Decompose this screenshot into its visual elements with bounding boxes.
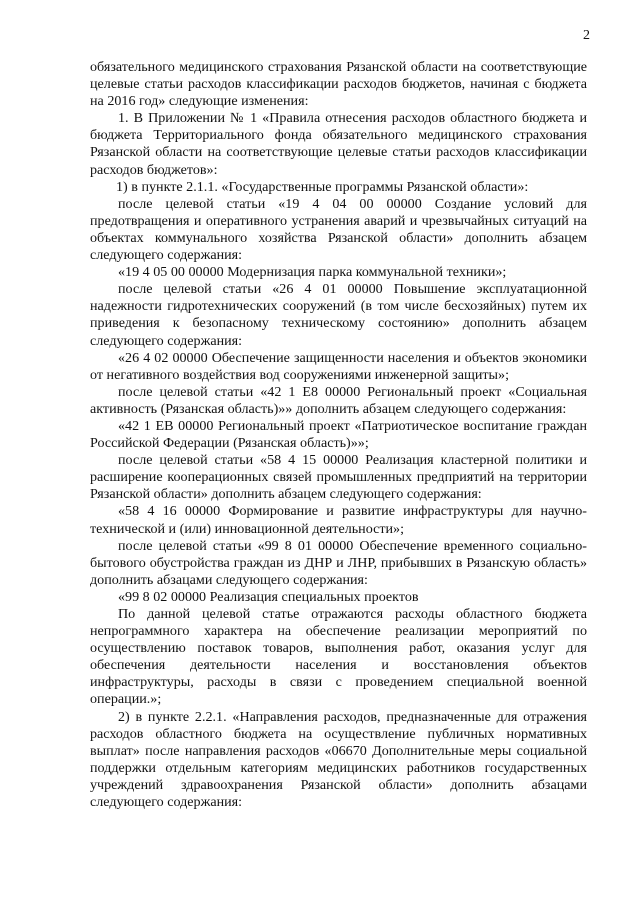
paragraph-42-1-ev: «42 1 ЕВ 00000 Региональный проект «Патриотическое воспитание граждан Российской Федерации (Рязанская область)»»; <box>90 417 587 452</box>
paragraph-after-26-4-01: после целевой статьи «26 4 01 00000 Повышение эксплуатационной надежности гидротехнических сооружений (в том числе бесхозяйных) путем их приведения к безопасному техническому состоянию» дополнить абзацем следующего содержания: <box>90 281 587 349</box>
paragraph-after-99-8-01: после целевой статьи «99 8 01 00000 Обеспечение временного социально-бытового обустройства граждан из ДНР и ЛНР, прибывших в Рязанскую область» дополнить абзацами следующего содержания: <box>90 537 587 588</box>
paragraph-99-8-02-description: По данной целевой статье отражаются расходы областного бюджета непрограммного характера на обеспечение реализации мероприятий по осуществлению поставок товаров, выполнения работ, оказания услуг для обеспечения деятельности населения и восстановления объектов инфраструктуры, расходы в связи с проведением специальной военной операции.»; <box>90 606 587 708</box>
paragraph-after-19-4-04: после целевой статьи «19 4 04 00 00000 Создание условий для предотвращения и оперативного устранения аварий и чрезвычайных ситуаций на объектах коммунального хозяйства Рязанской области» дополнить абзацем следующего содержания: <box>90 195 587 264</box>
paragraph-58-4-16: «58 4 16 00000 Формирование и развитие инфраструктуры для научно-технической и (или) инновационной деятельности»; <box>90 503 587 537</box>
paragraph-intro-continuation: обязательного медицинского страхования Рязанской области на соответствующие целевые статьи расходов классификации расходов бюджетов, начиная с бюджета на 2016 год» следующие изменения: <box>90 59 587 110</box>
document-body <box>90 59 587 811</box>
paragraph-item-2: 2) в пункте 2.2.1. «Направления расходов, предназначенные для отражения расходов областного бюджета на осуществление публичных нормативных выплат» после направления расходов «06670 Дополнительные меры социальной поддержки отдельным категориям медицинских работников государственных учреждений здравоохранения Рязанской области» дополнить абзацами следующего содержания: <box>90 708 587 811</box>
paragraph-appendix-1: 1. В Приложении № 1 «Правила отнесения расходов областного бюджета и бюджета Территориального фонда обязательного медицинского страхования Рязанской области на соответствующие целевые статьи расходов классификации расходов бюджетов»: <box>90 110 587 178</box>
paragraph-99-8-02: «99 8 02 00000 Реализация специальных проектов <box>118 588 419 605</box>
page-number: 2 <box>583 28 590 43</box>
paragraph-26-4-02: «26 4 02 00000 Обеспечение защищенности населения и объектов экономики от негативного воздействия вод сооружениями инженерной защиты»; <box>90 349 587 383</box>
paragraph-after-58-4-15: после целевой статьи «58 4 15 00000 Реализация кластерной политики и расширение кооперационных связей промышленных предприятий на территории Рязанской области» дополнить абзацем следующего содержания: <box>90 452 587 503</box>
paragraph-item-1: 1) в пункте 2.1.1. «Государственные программы Рязанской области»: <box>116 178 529 195</box>
paragraph-19-4-05: «19 4 05 00 00000 Модернизация парка коммунальной техники»; <box>118 264 507 281</box>
paragraph-after-42-1-e8: после целевой статьи «42 1 Е8 00000 Региональный проект «Социальная активность (Рязанская область)»» дополнить абзацем следующего содержания: <box>90 383 587 417</box>
